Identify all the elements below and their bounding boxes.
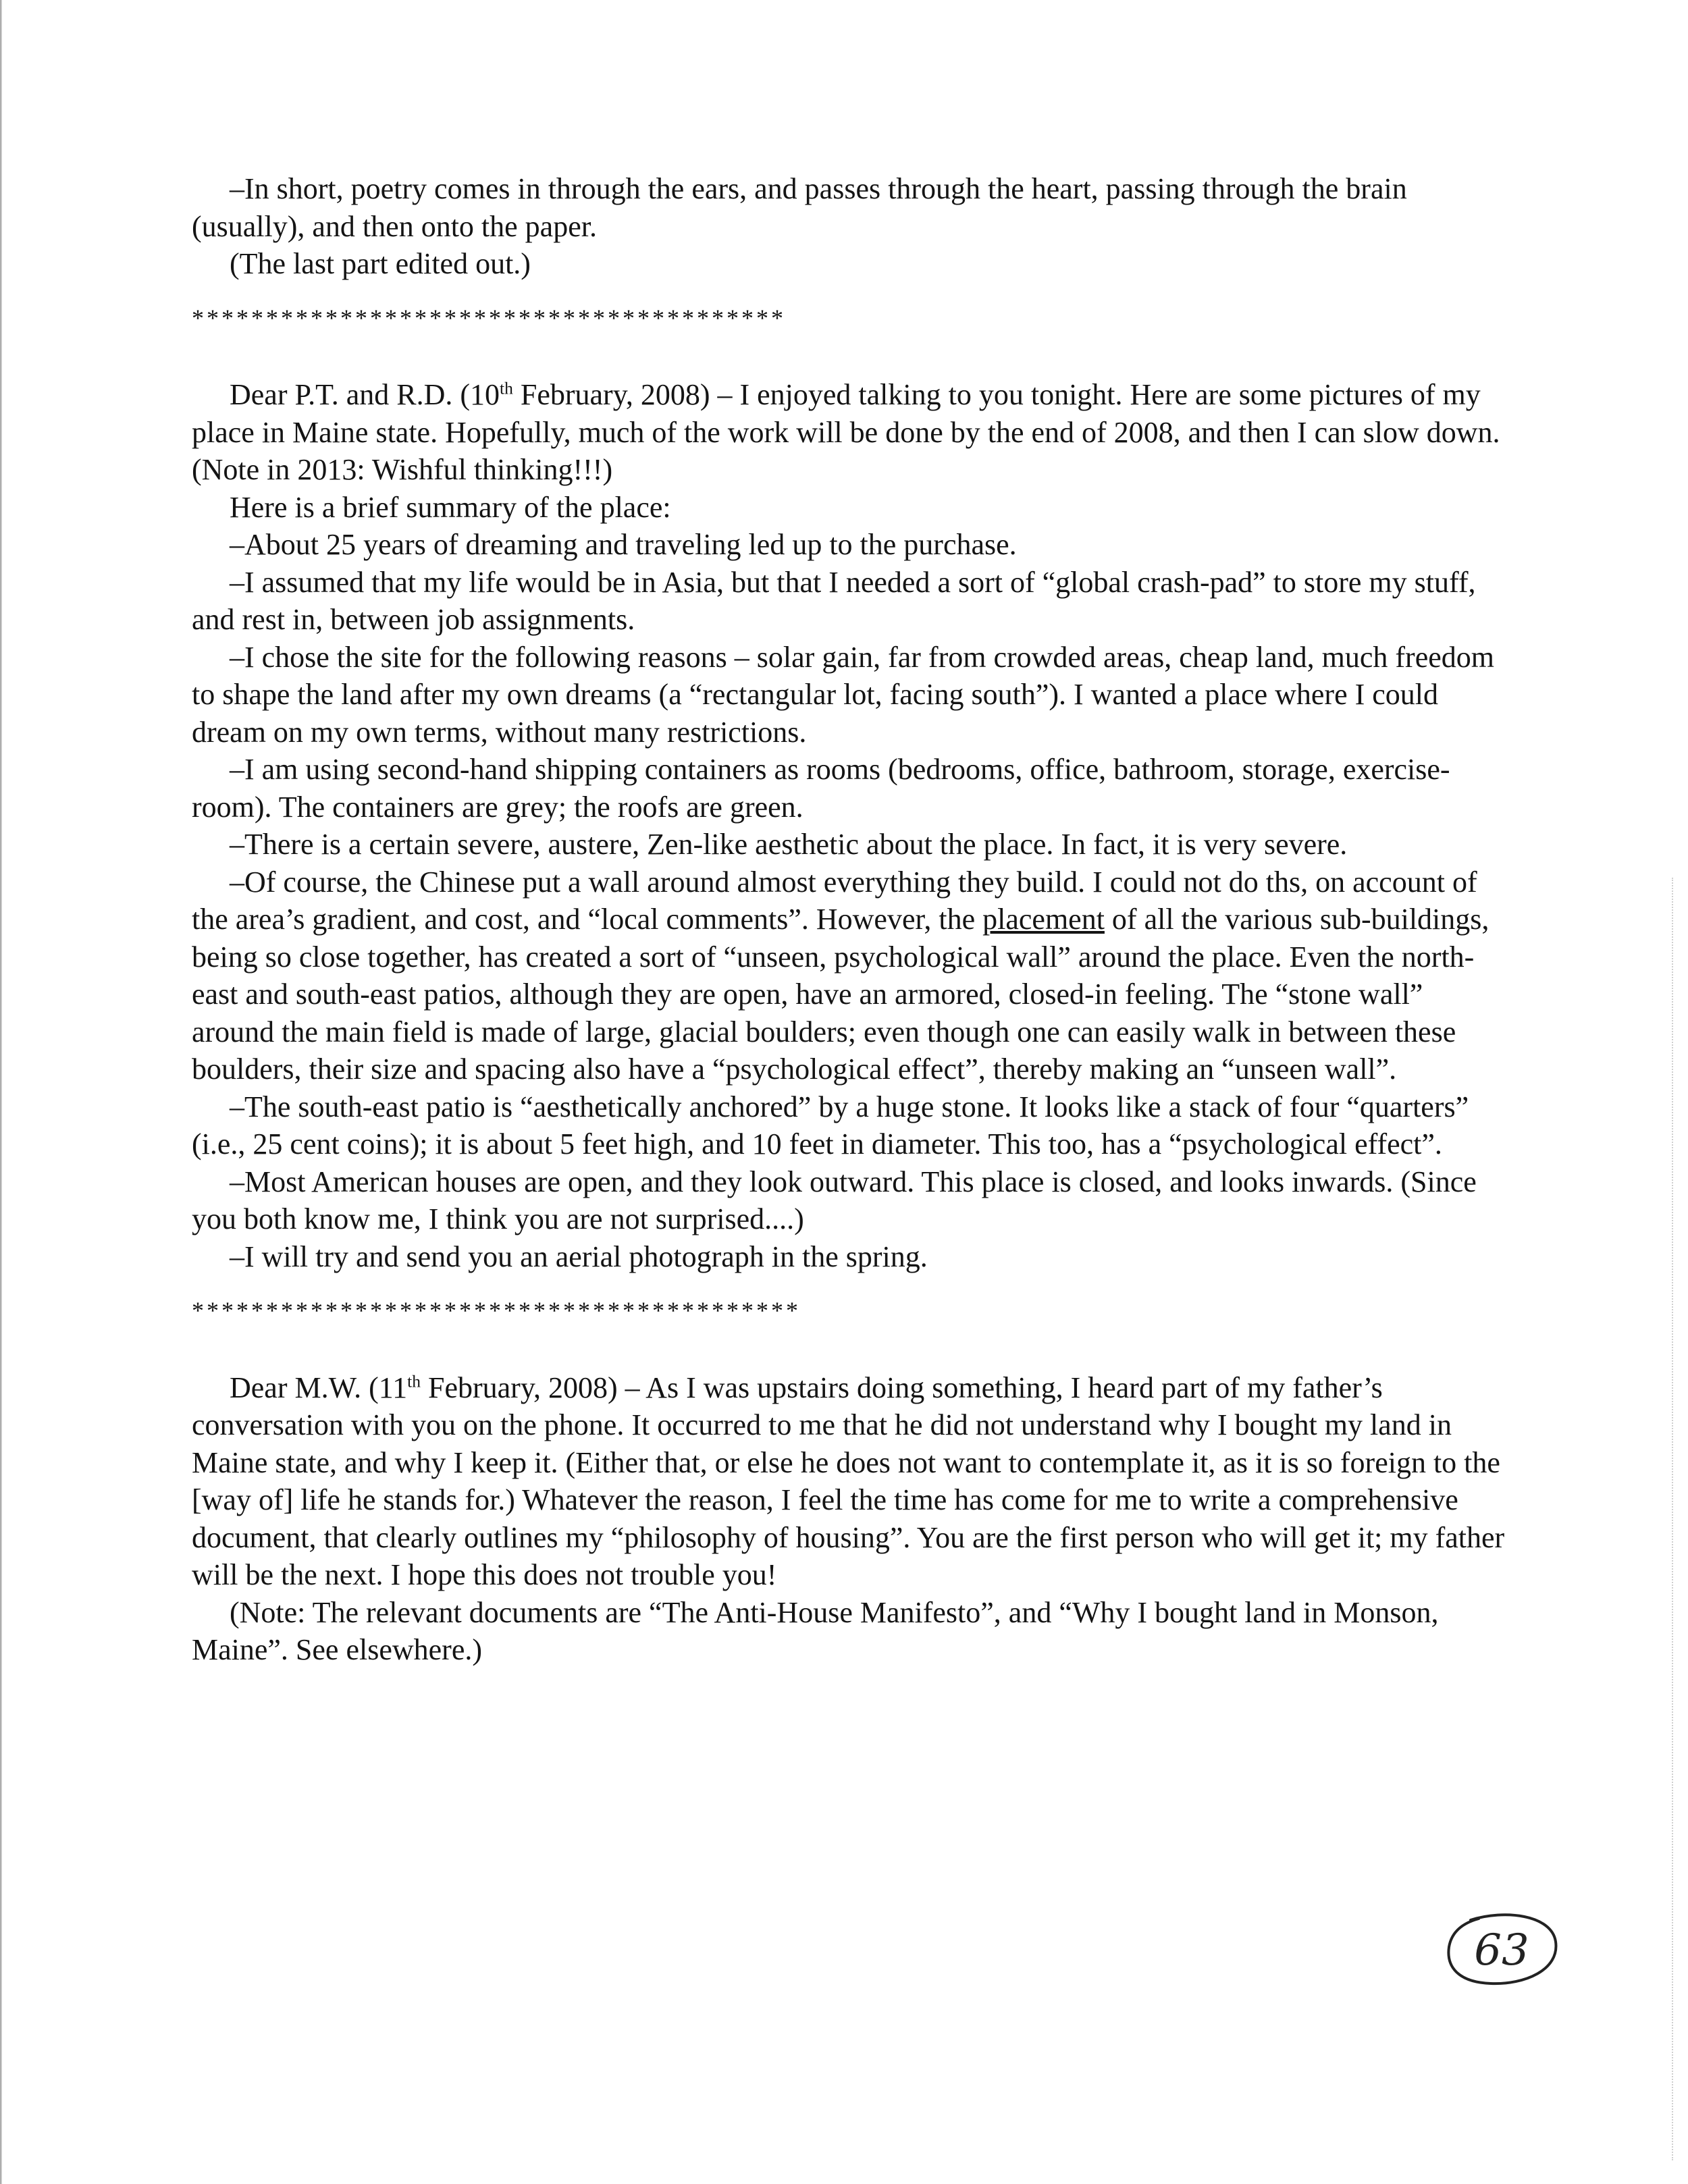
- section-divider: ****************************************: [192, 304, 786, 331]
- handwritten-page-number: [1444, 1908, 1560, 1988]
- summary-item: –I am using second-hand shipping containers as rooms (bedrooms, office, bathroom, storage, exercise-room). The containers are grey; the roofs are green.: [192, 753, 1450, 824]
- intro-paragraph: –In short, poetry comes in through the ears, and passes through the heart, passing through the brain (usually), and then onto the paper.: [192, 172, 1407, 243]
- summary-item: –I chose the site for the following reasons – solar gain, far from crowded areas, cheap land, much freedom to shape the land after my own dreams (a “rectangular lot, facing south”). I wanted a place where I could dream on my own terms, without many restrictions.: [192, 640, 1494, 749]
- date-superscript: th: [500, 378, 513, 398]
- summary-item: –I assumed that my life would be in Asia, but that I needed a sort of “global crash-pad” to store my stuff, and rest in, between job assignments.: [192, 565, 1476, 636]
- summary-item: –About 25 years of dreaming and traveling led up to the purchase.: [230, 528, 1017, 561]
- date-superscript: th: [407, 1370, 421, 1391]
- letter-opening-text: February, 2008) – I enjoyed talking to you tonight. Here are some pictures of my place in Maine state. Hopefully, much of the work will be done by the end of 2008, and then I can slow down. (Note in 2013: Wishful thinking!!!): [192, 378, 1500, 486]
- letter-body-text: February, 2008) – As I was upstairs doing something, I heard part of my father’s conversation with you on the phone. It occurred to me that he did not understand why I bought my land in Maine state, and why I keep it. (Either that, or else he does not want to contemplate it, as it is so foreign to the [way of] life he stands for.) Whatever the reason, I feel the time has come for me to write a comprehensive document, that clearly outlines my “philosophy of housing”. You are the first person who will get it; my father will be the next. I hope this does not trouble you!: [192, 1370, 1505, 1591]
- document-page: [192, 170, 1508, 1669]
- letter-body: [192, 1369, 1508, 1594]
- summary-item: –The south-east patio is “aesthetically anchored” by a huge stone. It looks like a stack of four “quarters” (i.e., 25 cent coins); it is about 5 feet high, and 10 feet in diameter. This too, has a “psychological effect”.: [192, 1090, 1469, 1161]
- letter-opening: [192, 376, 1508, 489]
- summary-item: –Most American houses are open, and they look outward. This place is closed, and looks inwards. (Since you both know me, I think you are not surprised....): [192, 1165, 1477, 1235]
- summary-item: –There is a certain severe, austere, Zen-like aesthetic about the place. In fact, it is very severe.: [230, 828, 1348, 861]
- letter-salutation: Dear P.T. and R.D. (10: [230, 378, 500, 411]
- page-number-circle-icon: [1444, 1908, 1560, 1988]
- summary-intro: Here is a brief summary of the place:: [230, 490, 671, 524]
- scan-edge-right: [1672, 878, 1673, 2160]
- letter-salutation: Dear M.W. (11: [230, 1370, 408, 1404]
- page-number-text: 63: [1474, 1925, 1529, 1975]
- summary-item: –I will try and send you an aerial photograph in the spring.: [230, 1240, 928, 1273]
- section-divider: *****************************************: [192, 1297, 801, 1324]
- summary-item-text: –Of course, the Chinese put a wall around almost everything they build. I could not do ths, on account of the area’s gradient, and cost, and “local comments”. However, the: [192, 865, 1477, 936]
- letter-note: (Note: The relevant documents are “The Anti-House Manifesto”, and “Why I bought land in Monson, Maine”. See elsewhere.): [192, 1595, 1439, 1666]
- scan-edge-left: [0, 0, 2, 2184]
- intro-note: (The last part edited out.): [230, 247, 531, 280]
- summary-item: [192, 863, 1508, 1088]
- underlined-word: placement: [982, 903, 1105, 936]
- summary-item-text: of all the various sub-buildings, being so close together, has created a sort of “unseen, psychological wall” around the place. Even the north-east and south-east patios, although they are open, have an armored, closed-in feeling. The “stone wall” around the main field is made of large, glacial boulders; even though one can easily walk in between these boulders, their size and spacing also have a “psychological effect”, thereby making an “unseen wall”.: [192, 903, 1489, 1086]
